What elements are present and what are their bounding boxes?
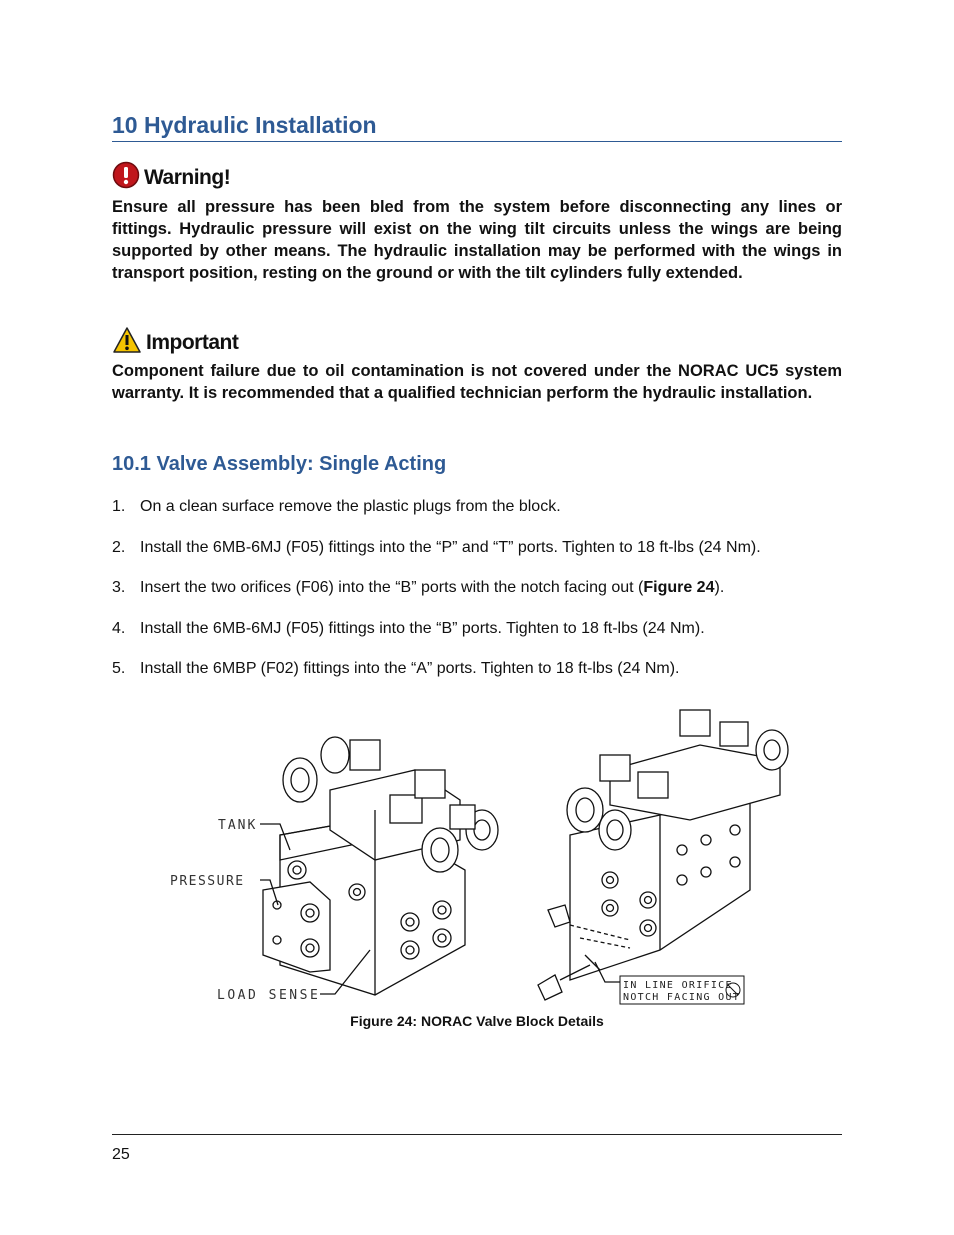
section-heading: 10 Hydraulic Installation: [112, 112, 842, 142]
step-text: Install the 6MB-6MJ (F05) fittings into the “B” ports. Tighten to 18 ft-lbs (24 Nm).: [140, 619, 705, 637]
orifice-label-line1: IN LINE ORIFICE: [623, 980, 733, 991]
installation-steps: [112, 498, 852, 701]
warning-exclamation-icon: [112, 161, 140, 195]
valve-block-figure: [160, 700, 800, 1010]
left-valve-block-drawing: [263, 737, 498, 995]
warning-heading-text: Warning!: [144, 166, 231, 189]
step-item: [112, 539, 852, 580]
step-item: [112, 620, 852, 661]
footer-divider: [112, 1134, 842, 1135]
step-number: 3.: [112, 579, 126, 596]
subsection-heading: 10.1 Valve Assembly: Single Acting: [112, 453, 447, 475]
step-item: [112, 498, 852, 539]
figure-reference[interactable]: Figure 24: [643, 579, 715, 596]
important-heading: [112, 326, 238, 360]
step-text: Install the 6MB-6MJ (F05) fittings into the “P” and “T” ports. Tighten to 18 ft-lbs (24 Nm).: [140, 538, 761, 556]
step-number: 1.: [112, 498, 126, 515]
pressure-label: PRESSURE: [170, 874, 245, 889]
important-text: Component failure due to oil contamination is not covered under the NORAC UC5 system warranty. It is recommended that a qualified technician perform the hydraulic installation.: [112, 362, 842, 402]
step-number: 2.: [112, 538, 126, 556]
step-text: Install the 6MBP (F02) fittings into the “A” ports. Tighten to 18 ft-lbs (24 Nm).: [140, 660, 680, 677]
step-text: On a clean surface remove the plastic plugs from the block.: [140, 498, 561, 515]
step-item: [112, 579, 852, 620]
caution-triangle-icon: [112, 326, 142, 360]
orifice-label-line2: NOTCH FACING OUT: [623, 992, 741, 1003]
figure-caption: Figure 24: NORAC Valve Block Details: [350, 1013, 604, 1029]
important-heading-text: Important: [146, 331, 239, 354]
page-number: 25: [112, 1146, 130, 1163]
right-valve-block-drawing: [538, 710, 788, 1000]
load-sense-label: LOAD SENSE: [217, 988, 321, 1003]
warning-text: Ensure all pressure has been bled from the system before disconnecting any lines or fittings. Hydraulic pressure will exist on the wing tilt circuits unless the wings are being supported by other means. The hydraulic installation may be performed with the wings in transport position, resting on the ground or with the tilt cylinders fully extended.: [112, 198, 842, 282]
tank-label: TANK: [218, 818, 258, 833]
step-item: [112, 660, 852, 701]
step-text: Insert the two orifices (F06) into the “B” ports with the notch facing out (Figure 24).: [140, 579, 725, 596]
step-number: 4.: [112, 619, 126, 637]
warning-heading: [112, 161, 230, 195]
step-number: 5.: [112, 660, 126, 677]
